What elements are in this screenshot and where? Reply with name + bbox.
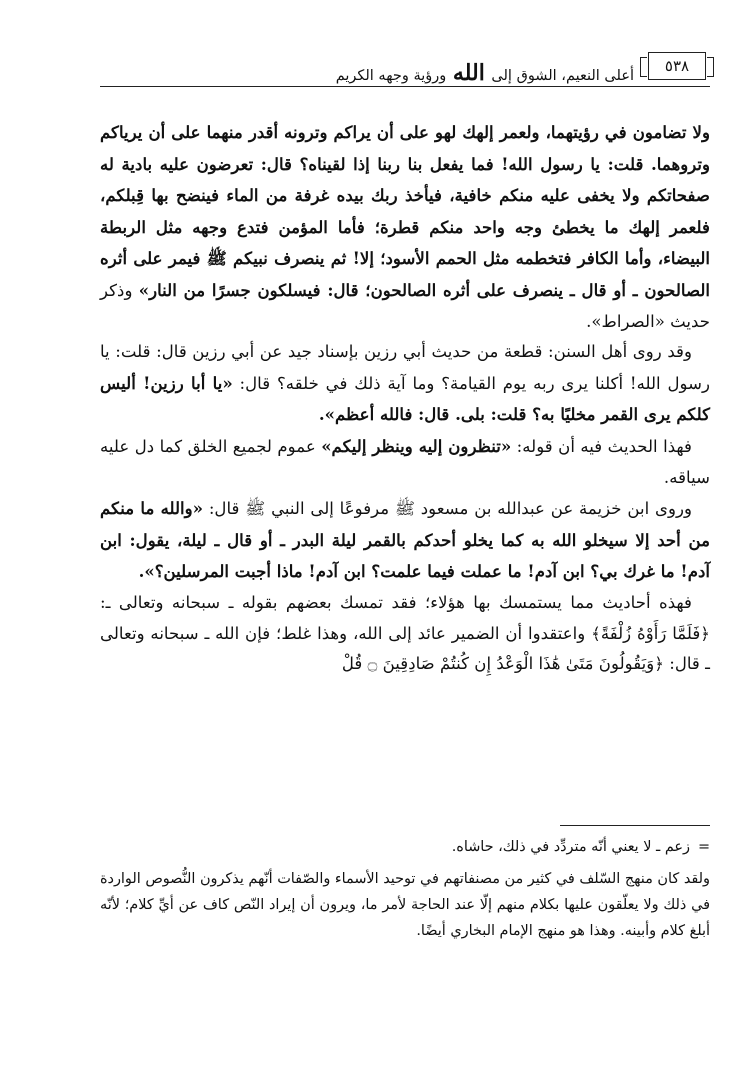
quran-verse-1: ﴿فَلَمَّا رَأَوْهُ زُلْفَةً﴾ bbox=[591, 623, 710, 643]
document-page bbox=[100, 50, 710, 1010]
quran-verse-2: ﴿وَيَقُولُونَ مَتَىٰ هَٰذَا الْوَعْدُ إِن كُنتُمْ صَادِقِينَ ۝ قُلْ bbox=[341, 654, 664, 674]
paragraph-3-tail: عموم لجميع الخلق كما دل عليه سياقه. bbox=[100, 436, 710, 487]
page-header bbox=[100, 50, 710, 87]
hadith-text-4: «والله ما منكم من أحد إلا سيخلو الله به كما يخلو أحدكم بالقمر ليلة البدر ـ أو قال ـ ليلة، يقول: ابن آدم! ما غرك بي؟ ابن آدم! ما عملت فيما علمت؟ ابن آدم! ماذا أجبت المرسلين؟». bbox=[100, 498, 710, 582]
paragraph-5-mid: واعتقدوا أن الضمير عائد إلى الله، وهذا غلط؛ فإن الله ـ سبحانه وتعالى ـ قال: bbox=[100, 623, 710, 674]
footnote-paragraph: ولقد كان منهج السّلف في كثير من مصنفاتهم في توحيد الأسماء والصّفات أنّهم يذكرون النُّصوص الواردة في ذلك ولا يعلّقون عليها بكلام منهم إلّا عند الحاجة لأمر ما، ويرون أن إيراد النّص كاف عن أيِّ كلام؛ لأنّه أبلغ كلام وأبينه. وهذا هو منهج الإمام البخاري أيضًا. bbox=[100, 871, 710, 939]
paragraph-3-intro: فهذا الحديث فيه أن قوله: bbox=[511, 436, 692, 456]
main-text bbox=[100, 117, 710, 680]
footnote-divider bbox=[560, 825, 710, 826]
hadith-text-1: ولا تضامون في رؤيتهما، ولعمر إلهك لهو على أن يراكم وترونه أقدر منهما على أن يرياكم وتروهما. قلت: يا رسول الله! فما يفعل بنا ربنا إذا لقيناه؟ قال: تعرضون عليه بادية له صفحاتكم ولا يخفى عليه منكم خافية، فيأخذ ربك بيده غرفة من الماء فينضح بها قِبلكم، فلعمر إلهك ما يخطئ وجه واحد منكم قطرة؛ فأما المؤمن فتدع وجهه مثل الربطة البيضاء، وأما الكافر فتخطمه مثل الحمم الأسود؛ إلا! ثم ينصرف نبيكم ﷺ فيمر على أثره الصالحون ـ أو قال ـ ينصرف على أثره الصالحون؛ قال: فيسلكون جسرًا من النار» bbox=[100, 122, 710, 300]
paragraph-4-intro: وروى ابن خزيمة عن عبدالله بن مسعود ﷺ مرفوعًا إلى النبي ﷺ قال: bbox=[203, 499, 692, 519]
paragraph-1-tail: وذكر حديث «الصراط». bbox=[100, 280, 710, 331]
paragraph-4 bbox=[100, 493, 710, 588]
paragraph-5-intro: فهذه أحاديث مما يستمسك بها هؤلاء؛ فقد تمسك بعضهم بقوله ـ سبحانه وتعالى ـ: bbox=[100, 592, 692, 612]
hadith-text-2: «يا أبا رزين! أليس كلكم يرى القمر مخليًا به؟ قلت: بلى. قال: فالله أعظم». bbox=[100, 372, 710, 425]
hadith-text-3: «تنظرون إليه وينظر إليكم» bbox=[321, 435, 512, 456]
running-title-allah: الله bbox=[452, 60, 485, 86]
paragraph-2-intro: وقد روى أهل السنن: قطعة من حديث أبي رزين بإسناد جيد عن أبي رزين قال: قلت: يا رسول الله! أكلنا يرى ربه يوم القيامة؟ وما آية ذلك في خلقه؟ قال: bbox=[100, 342, 710, 393]
footnotes bbox=[100, 834, 710, 944]
footnote-continuation: = زعم ـ لا يعني أنّه متردِّد في ذلك، حاشاه. bbox=[100, 834, 710, 860]
paragraph-5 bbox=[100, 588, 710, 680]
paragraph-3 bbox=[100, 431, 710, 493]
running-title bbox=[336, 60, 634, 86]
page-number: ٥٣٨ bbox=[648, 52, 706, 80]
running-title-suffix: ورؤية وجهه الكريم bbox=[335, 68, 447, 84]
running-title-prefix: أعلى النعيم، الشوق إلى bbox=[491, 68, 634, 84]
paragraph-1 bbox=[100, 117, 710, 337]
paragraph-2 bbox=[100, 337, 710, 431]
